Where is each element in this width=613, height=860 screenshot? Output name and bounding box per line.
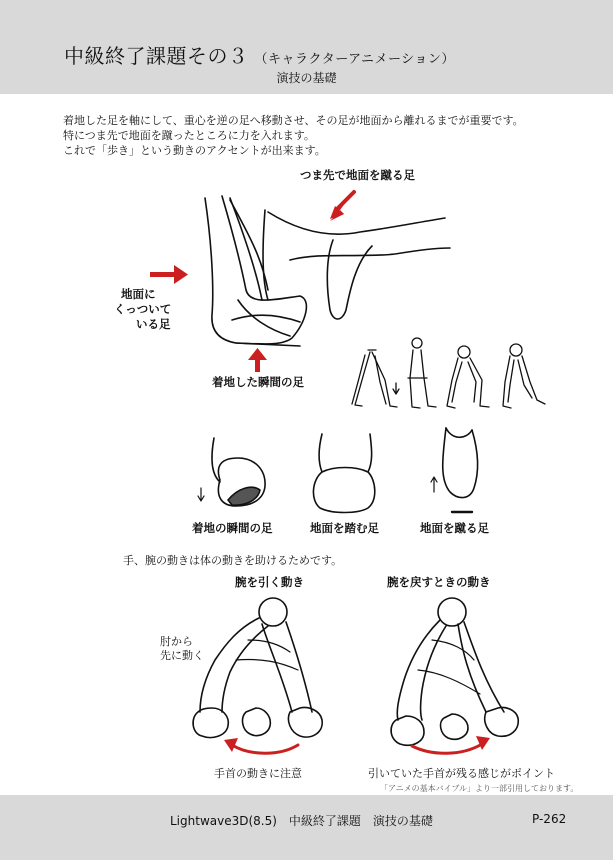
arm-pull-sketch	[193, 598, 322, 738]
pull-fist-left	[193, 708, 228, 738]
label-ground-1: 地面に	[121, 287, 156, 301]
ground-foot-arrow-shaft	[150, 272, 176, 277]
label-stepping: 地面を踏む足	[310, 521, 379, 535]
label-kicking: 地面を蹴る足	[420, 521, 489, 535]
arms-intro: 手、腕の動きは体の動きを助けるためです。	[123, 554, 343, 567]
body-line-1: 着地した足を軸にして、重心を逆の足へ移動させ、その足が地面から離れるまでが重要です。	[63, 114, 524, 127]
label-wrist-caption: 手首の動きに注意	[214, 767, 302, 780]
credit-note: 「アニメの基本バイブル」より一部引用しております。	[380, 784, 579, 793]
kicking-foot	[327, 240, 372, 319]
pull-shoulder	[259, 598, 287, 626]
grounded-leg-inner	[230, 198, 262, 300]
label-point-caption: 引いていた手首が残る感じがポイント	[368, 767, 555, 780]
title-sub: （キャラクターアニメーション）	[254, 52, 455, 67]
label-elbow-1: 肘から	[160, 635, 193, 648]
label-ground-2: くっついて	[114, 302, 172, 316]
label-elbow-2: 先に動く	[160, 649, 204, 662]
grounded-foot-curl	[232, 300, 300, 336]
label-toe-kick: つま先で地面を蹴る足	[300, 168, 415, 182]
landing-arrow-head	[248, 348, 267, 360]
side-arrows	[150, 192, 354, 372]
arm-return-sketch	[391, 598, 518, 745]
return-fist-left	[391, 716, 424, 745]
landing-arrow-shaft	[255, 358, 260, 372]
front-foot-landing	[198, 438, 265, 506]
footer-title: Lightwave3D(8.5) 中級終了課題 演技の基礎	[170, 814, 433, 828]
side-legs-sketch	[205, 196, 450, 346]
return-fist-mid	[441, 714, 468, 739]
return-fist-right	[485, 707, 519, 736]
page-number: P-262	[532, 812, 567, 826]
kicking-leg-lower	[290, 248, 450, 260]
label-landing: 着地した瞬間の足	[212, 375, 304, 389]
return-motion-arrow	[412, 744, 482, 753]
front-feet-sketches	[198, 428, 478, 513]
label-pull-title: 腕を引く動き	[235, 575, 304, 589]
page-subtitle: 演技の基礎	[276, 71, 337, 85]
front-foot-stepping	[313, 434, 374, 513]
body-line-3: これで「歩き」という動きのアクセントが出来ます。	[63, 144, 326, 157]
body-line-2: 特につま先で地面を蹴ったところに力を入れます。	[63, 129, 315, 142]
kicking-leg-upper	[268, 212, 445, 234]
pull-fist-mid	[243, 708, 271, 736]
grounded-leg-back	[205, 198, 300, 346]
ground-foot-arrow-head	[174, 265, 188, 284]
pull-fist-right	[288, 708, 322, 738]
title-main: 中級終了課題その３	[64, 44, 249, 68]
front-foot-kicking	[431, 428, 478, 512]
walk-cycle-figures	[352, 338, 545, 408]
return-shoulder	[438, 598, 466, 626]
label-ground-3: いる足	[136, 317, 171, 331]
label-landing-moment: 着地の瞬間の足	[192, 521, 273, 535]
label-return-title: 腕を戻すときの動き	[387, 575, 491, 589]
pull-motion-arrow	[232, 745, 298, 753]
